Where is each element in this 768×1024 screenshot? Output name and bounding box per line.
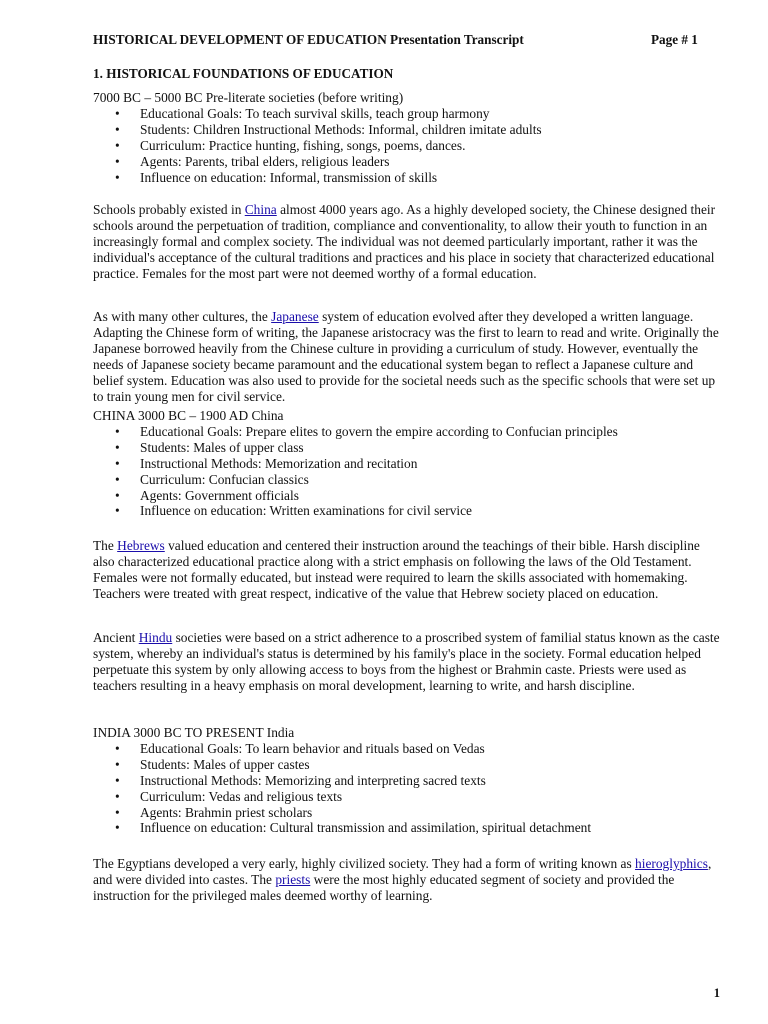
list-item: • Instructional Methods: Memorizing and interpreting sacred texts (93, 773, 723, 789)
section-title: 1. HISTORICAL FOUNDATIONS OF EDUCATION (93, 66, 394, 81)
header-page-label: Page # 1 (651, 32, 698, 47)
list-item: • Agents: Parents, tribal elders, religious leaders (93, 154, 723, 170)
japan-paragraph: As with many other cultures, the Japanese system of education evolved after they developed a written language. Adapting the Chinese form of writing, the Japanese aristocracy was the first to learn to read and write. Originally the Japanese borrowed heavily from the Chinese culture in providing a curriculum of study. However, eventually the needs of Japanese society became paramount and the educational system began to reflect a Japanese culture and belief system. Education was also used to provide for the societal needs such as the specific schools that were set up to train young men for civil service. (93, 309, 719, 404)
hebrews-link[interactable]: Hebrews (117, 538, 165, 553)
list-item: • Instructional Methods: Memorization and recitation (93, 456, 723, 472)
priests-link[interactable]: priests (275, 871, 311, 887)
hebrews-paragraph: The Hebrews valued education and centered their instruction around the teachings of their bible. Harsh discipline also characterized educational practice along with a strict emphasis on following the laws of the Old Testament. Females were not formally educated, but instead were required to learn the skills associated with homemaking. Teachers were treated with great respect, indicative of the value that Hebrew society placed on education. (93, 538, 700, 601)
list-item: • Curriculum: Practice hunting, fishing, songs, poems, dances. (93, 138, 723, 154)
china-heading: CHINA 3000 BC – 1900 AD China (93, 408, 284, 423)
japanese-link[interactable]: Japanese (271, 309, 319, 324)
list-item: • Students: Males of upper class (93, 440, 723, 456)
list-item: • Influence on education: Written examinations for civil service (93, 503, 723, 519)
india-heading: INDIA 3000 BC TO PRESENT India (93, 725, 295, 740)
china-paragraph: Schools probably existed in China almost 4000 years ago. As a highly developed society, the Chinese designed their schools around the perpetuation of tradition, compliance and conventionality, to allow their youth to function in an increasingly formal and complex society. The individual was not deemed particularly important, rather it was the individual's acceptance of the cultural traditions and practices and his place in society that characterized educational practice. Females for the most part were not deemed worthy of a formal education. (93, 202, 716, 281)
list-item: • Educational Goals: To teach survival skills, teach group harmony (93, 106, 723, 122)
china-list (93, 424, 723, 519)
list-item: • Students: Children Instructional Methods: Informal, children imitate adults (93, 122, 723, 138)
hindu-link[interactable]: Hindu (138, 630, 173, 645)
preliterate-heading: 7000 BC – 5000 BC Pre-literate societies (before writing) (93, 90, 404, 105)
india-section (93, 725, 723, 836)
list-item: • Educational Goals: Prepare elites to govern the empire according to Confucian principles (93, 424, 723, 440)
list-item: • Students: Males of upper castes (93, 757, 723, 773)
list-item: • Educational Goals: To learn behavior and rituals based on Vedas (93, 741, 723, 757)
china-section (93, 408, 723, 519)
list-item: • Influence on education: Cultural transmission and assimilation, spiritual detachment (93, 820, 723, 836)
list-item: • Curriculum: Vedas and religious texts (93, 789, 723, 805)
china-link[interactable]: China (244, 202, 277, 217)
list-item: • Agents: Government officials (93, 488, 723, 504)
preliterate-section (93, 90, 723, 185)
hieroglyphics-link[interactable]: hieroglyphics (635, 856, 708, 871)
list-item: • Influence on education: Informal, transmission of skills (93, 170, 723, 186)
page-number: 1 (713, 986, 720, 1000)
page-header (93, 32, 723, 48)
egypt-paragraph: The Egyptians developed a very early, highly civilized society. They had a form of writing known as hieroglyphics, and were divided into castes. The priests were the most highly educated segment of society and provided the instruction for the privileged males deemed worthy of learning. (93, 856, 712, 903)
list-item: • Agents: Brahmin priest scholars (93, 805, 723, 821)
hindu-paragraph: Ancient Hindu societies were based on a strict adherence to a proscribed system of familial status known as the caste system, whereby an individual's status is determined by his family's place in the society. Formal education helped perpetuate this system by only allowing access to boys from the highest or Brahmin caste. Priests were used as teachers resulting in a heavy emphasis on moral development, learning to write, and harsh discipline. (93, 630, 720, 693)
list-item: • Curriculum: Confucian classics (93, 472, 723, 488)
header-title: HISTORICAL DEVELOPMENT OF EDUCATION Presentation Transcript (93, 32, 524, 47)
preliterate-list (93, 106, 723, 186)
india-list (93, 741, 723, 836)
